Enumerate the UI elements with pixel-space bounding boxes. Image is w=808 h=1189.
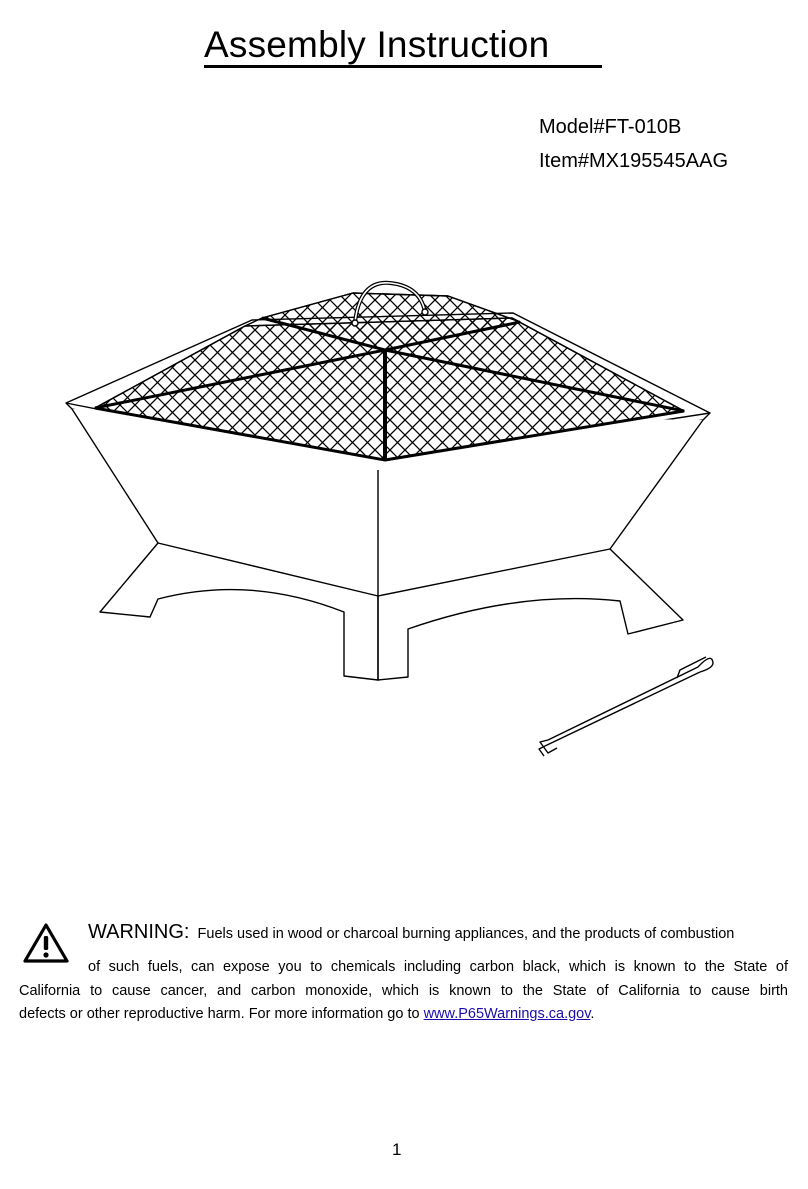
warning-line-1 (88, 921, 734, 944)
title-underline (204, 65, 602, 68)
warning-text-1: Fuels used in wood or charcoal burning appliances, and the products of combustion (197, 926, 735, 942)
item-number: Item#MX195545AAG (539, 150, 728, 172)
warning-text-4-end: . (590, 1006, 595, 1022)
warning-label: WARNING: (88, 921, 190, 943)
warning-line-2: of such fuels, can expose you to chemicals including carbon black, which is known to the State of (88, 959, 788, 975)
poker-tool (539, 657, 713, 756)
warning-line-3: California to cause cancer, and carbon monoxide, which is known to the State of California to cause birth (19, 983, 788, 999)
warning-line-4 (19, 1006, 594, 1022)
fire-pit-illustration (0, 260, 808, 780)
page-number: 1 (392, 1140, 402, 1159)
page-title: Assembly Instruction (204, 24, 550, 65)
model-number: Model#FT-010B (539, 116, 682, 138)
warning-text-4: defects or other reproductive harm. For more information go to (19, 1006, 420, 1022)
warning-triangle-icon (22, 922, 70, 964)
p65-warnings-link[interactable]: www.P65Warnings.ca.gov (423, 1006, 591, 1022)
